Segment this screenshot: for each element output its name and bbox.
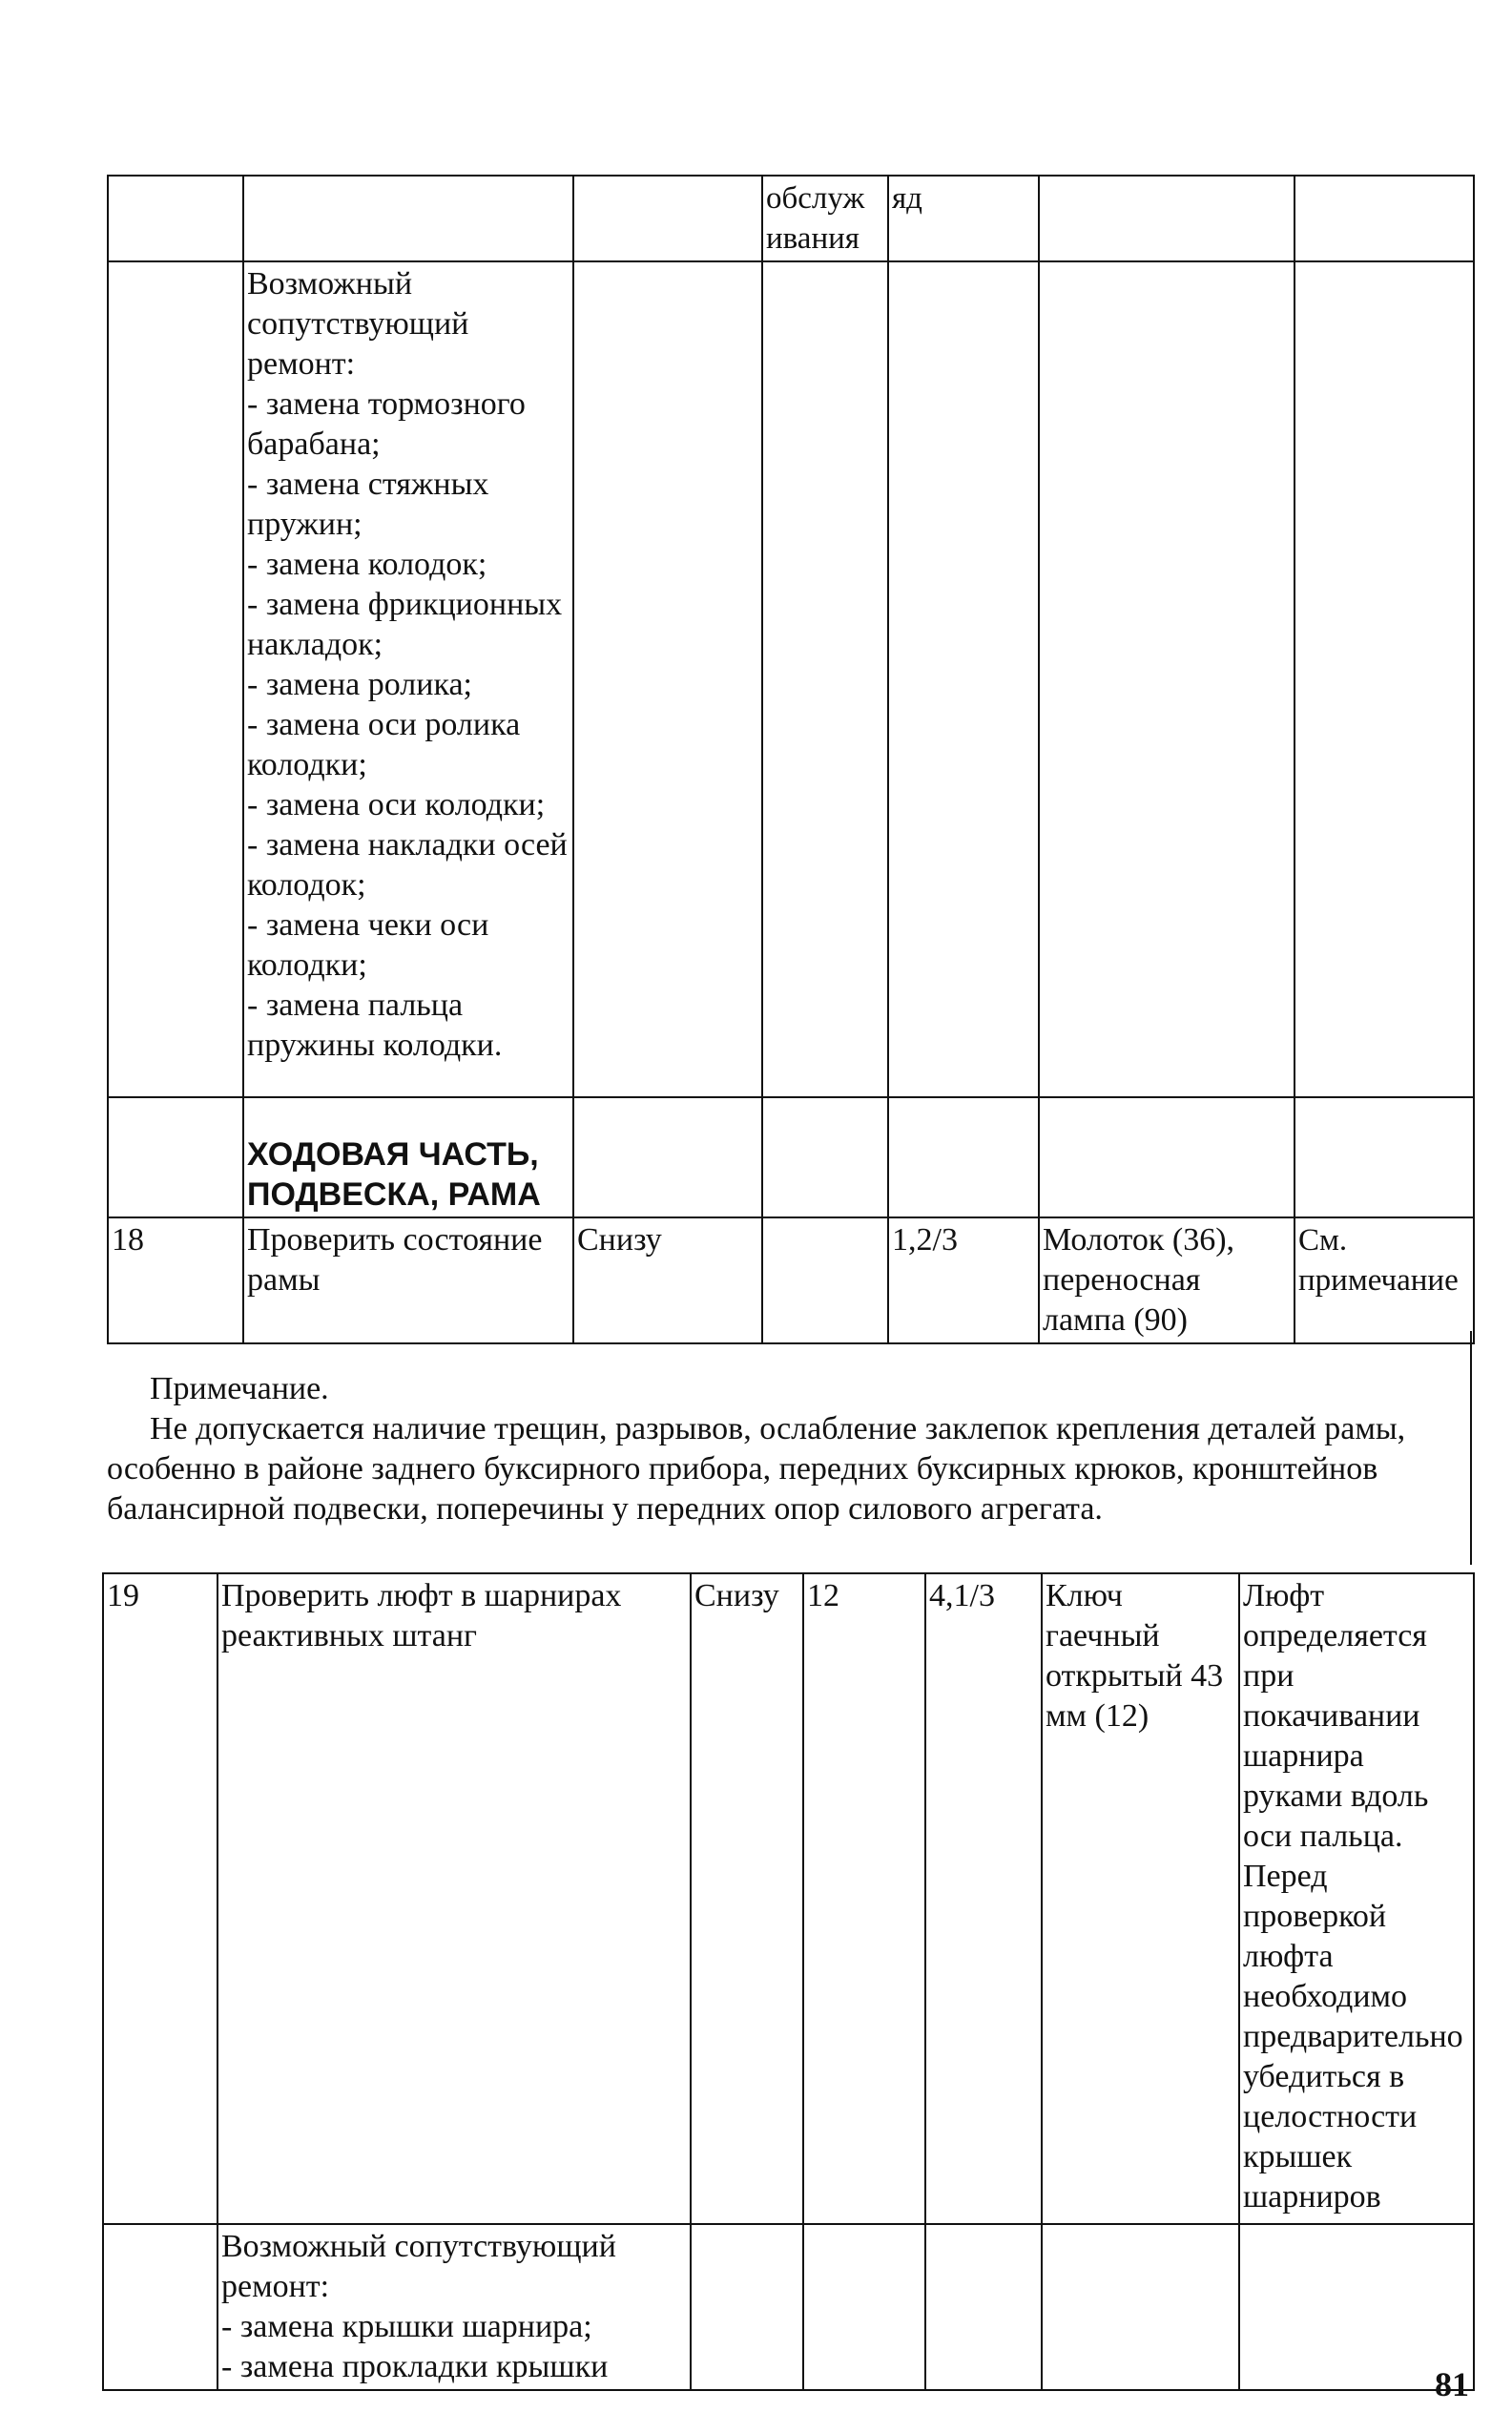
repair-item: - замена фрикционных накладок; — [247, 587, 563, 662]
section-row — [108, 1097, 1474, 1217]
time-cell — [762, 1217, 888, 1343]
repair-item: - замена стяжных пружин; — [247, 467, 489, 542]
repair-item: - замена накладки осей колодок; — [247, 827, 568, 903]
note-text: Не допускается наличие трещин, разрывов, ослабление заклепок крепления деталей рамы, особенно в районе заднего буксирного прибора, передних буксирных крюков, кронштейнов балансирной подвески, поперечины у передних опор силового агрегата. — [107, 1411, 1406, 1527]
note-cell: Люфт определяется при покачивании шарнира руками вдоль оси пальца. Перед проверкой люфта необходимо предварительно убедиться в целостности крышек шарниров — [1239, 1573, 1474, 2224]
section-title-line: ХОДОВАЯ ЧАСТЬ, — [247, 1136, 539, 1173]
operation-cell: Проверить состояние рамы — [243, 1217, 573, 1343]
repair-title: Возможный сопутствующий ремонт: — [221, 2229, 616, 2304]
repair-item: - замена пальца пружины колодки. — [247, 988, 503, 1063]
section-title — [243, 1097, 573, 1217]
repair-item: - замена прокладки крышки — [221, 2349, 609, 2384]
tools-cell: Молоток (36), переносная лампа (90) — [1039, 1217, 1295, 1343]
note-cell: См. примечание — [1295, 1217, 1474, 1343]
repair-item: - замена оси колодки; — [247, 787, 546, 822]
note-block — [107, 1369, 1476, 1529]
repair-item: - замена колодок; — [247, 547, 487, 582]
section-title-line: ПОДВЕСКА, РАМА — [247, 1176, 541, 1213]
repair-row — [103, 2224, 1474, 2390]
position-cell: Снизу — [691, 1573, 803, 2224]
table-row-18 — [108, 1217, 1474, 1343]
tools-cell: Ключ гаечный открытый 43 мм (12) — [1042, 1573, 1239, 2224]
position-cell: Снизу — [573, 1217, 762, 1343]
note-heading: Примечание. — [150, 1371, 329, 1406]
maintenance-table-top — [107, 175, 1475, 1344]
header-cell-service: обслуж ивания — [762, 176, 888, 261]
repair-row — [108, 261, 1474, 1097]
category-cell: 4,1/3 — [925, 1573, 1042, 2224]
repair-item: - замена крышки шарнира; — [221, 2309, 592, 2344]
repair-item: - замена оси ролика колодки; — [247, 707, 521, 782]
operation-cell: Проверить люфт в шарнирах реактивных штанг — [217, 1573, 691, 2224]
row-number: 18 — [108, 1217, 243, 1343]
table-header-continuation-row — [108, 176, 1474, 261]
header-cell-row: яд — [888, 176, 1039, 261]
repair-list-cell — [243, 261, 573, 1097]
row-number: 19 — [103, 1573, 217, 2224]
repair-list-cell — [217, 2224, 691, 2390]
repair-item: - замена ролика; — [247, 667, 472, 702]
maintenance-table-bottom — [102, 1572, 1475, 2391]
time-cell: 12 — [803, 1573, 925, 2224]
repair-item: - замена тормозного барабана; — [247, 386, 526, 462]
category-cell: 1,2/3 — [888, 1217, 1039, 1343]
table-row-19 — [103, 1573, 1474, 2224]
page-number: 81 — [1435, 2365, 1469, 2403]
repair-item: - замена чеки оси колодки; — [247, 907, 489, 983]
repair-title: Возможный сопутствующий ремонт: — [247, 266, 469, 382]
